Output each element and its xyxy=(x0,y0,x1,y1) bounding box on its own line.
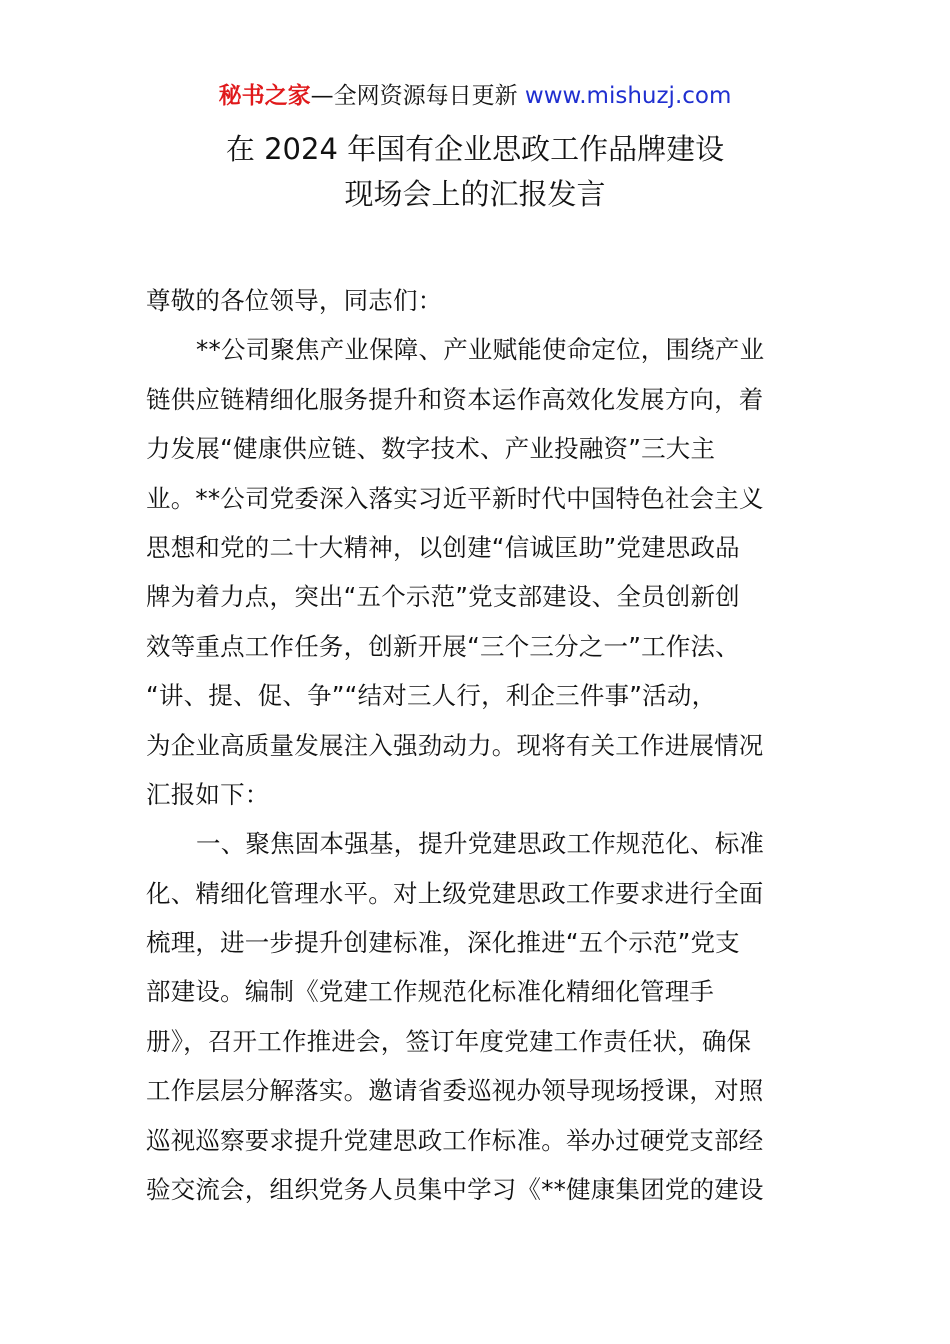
body-line: “讲、提、促、争”“结对三人行，利企三件事”活动， xyxy=(146,681,717,711)
body-line: 链供应链精细化服务提升和资本运作高效化发展方向，着 xyxy=(146,384,764,414)
salutation: 尊敬的各位领导，同志们： xyxy=(146,286,443,315)
brand-name: 秘书之家 xyxy=(218,83,311,109)
document-title xyxy=(0,127,950,217)
body-line: 思想和党的二十大精神，以创建“信诚匡助”党建思政品 xyxy=(146,532,740,562)
site-header xyxy=(0,80,950,112)
section-heading-line: 一、聚焦固本强基，提升党建思政工作规范化、标准 xyxy=(196,829,765,859)
body-line: 为企业高质量发展注入强劲动力。现将有关工作进展情况 xyxy=(146,730,764,760)
body-line: 验交流会，组织党务人员集中学习《**健康集团党的建设 xyxy=(146,1175,764,1205)
document-body xyxy=(146,276,808,1214)
title-line-1: 在 2024 年国有企业思政工作品牌建设 xyxy=(225,132,725,166)
body-line: 力发展“健康供应链、数字技术、产业投融资”三大主 xyxy=(146,434,716,464)
body-line: 效等重点工作任务，创新开展“三个三分之一”工作法、 xyxy=(146,631,740,661)
body-line: 巡视巡察要求提升党建思政工作标准。举办过硬党支部经 xyxy=(146,1125,764,1155)
body-line: 化、精细化管理水平。对上级党建思政工作要求进行全面 xyxy=(146,878,764,908)
body-line: 业。**公司党委深入落实习近平新时代中国特色社会主义 xyxy=(146,483,764,513)
body-line: **公司聚焦产业保障、产业赋能使命定位，围绕产业 xyxy=(196,335,765,365)
body-line: 部建设。编制《党建工作规范化标准化精细化管理手 xyxy=(146,977,715,1007)
header-tagline: —全网资源每日更新 xyxy=(310,83,518,109)
site-url-link[interactable]: www.mishuzj.com xyxy=(524,83,732,109)
body-line: 牌为着力点，突出“五个示范”党支部建设、全员创新创 xyxy=(146,582,740,612)
body-line: 册》，召开工作推进会，签订年度党建工作责任状，确保 xyxy=(146,1026,752,1056)
body-line: 工作层层分解落实。邀请省委巡视办领导现场授课，对照 xyxy=(146,1076,764,1106)
title-line-2: 现场会上的汇报发言 xyxy=(344,177,606,211)
body-line: 汇报如下： xyxy=(146,779,270,809)
body-line: 梳理，进一步提升创建标准，深化推进“五个示范”党支 xyxy=(146,928,740,958)
